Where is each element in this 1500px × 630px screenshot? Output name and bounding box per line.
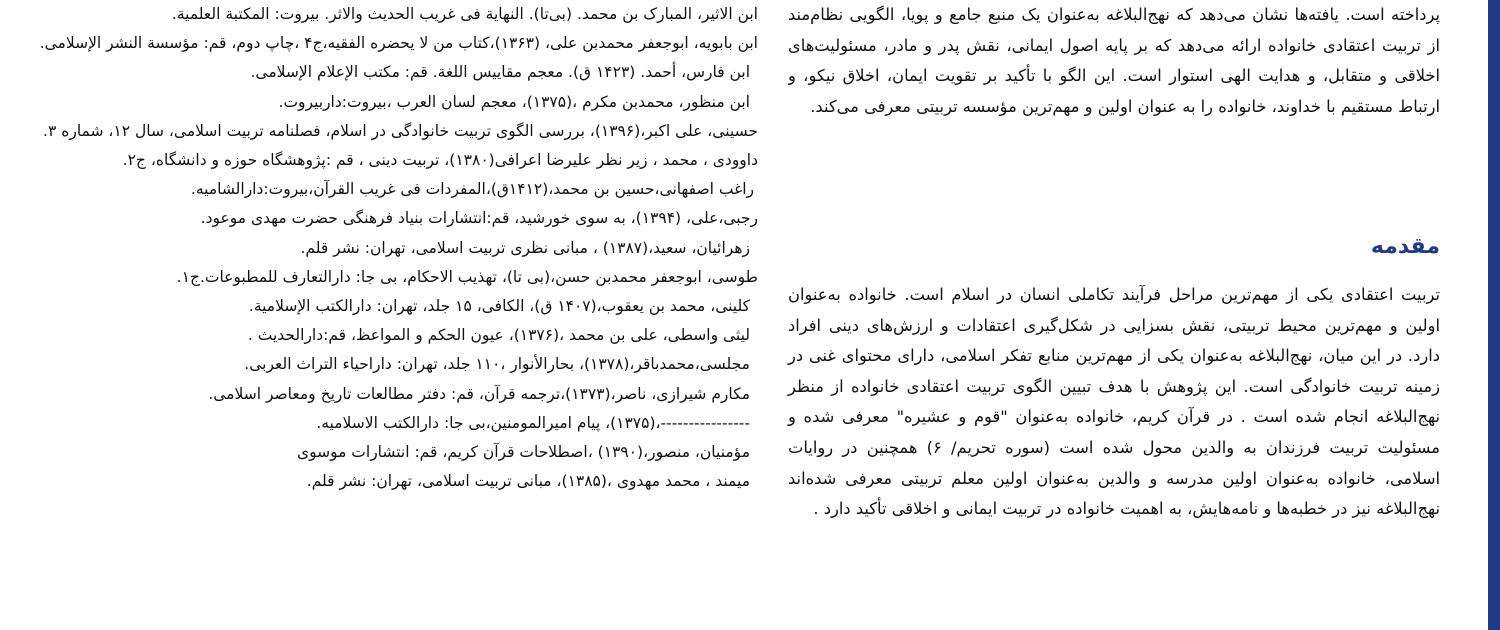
references-column <box>8 0 758 496</box>
reference-entry: لیثی واسطی، علی بن محمد ،(۱۳۷۶)، عیون الحکم و المواعظ، قم:دارالحدیث . <box>247 326 750 345</box>
reference-entry: ابن بابویه، ابوجعفر محمدبن علی، (۱۳۶۳)،کتاب من لا یحضره الفقیه،ج۴ ،چاپ دوم، قم: مؤسسة النشر الإسلامی. <box>39 34 758 53</box>
reference-entry: حسینی، علی اکبر،(۱۳۹۶)، بررسی الگوی تربیت خانوادگی در اسلام، فصلنامه تربیت اسلامی، سال ۱۲، شماره ۳. <box>43 121 758 140</box>
reference-entry: راغب اصفهانی،حسین بن محمد،(۱۴۱۲ق)،المفردات فی غریب القرآن،بیروت:دارالشامیه. <box>190 180 754 199</box>
abstract-text: پرداخته است. یافته‌ها نشان می‌دهد که نهج‌البلاغه به‌عنوان یک منبع جامع و پویا، الگویی نظام‌مند از تربیت اعتقادی خانواده ارائه می‌دهد که بر پایه اصول ایمانی، نقش پدر و مادر، مسئولیت‌های اخلاقی و متقابل، و هدایت الهی استوار است. این الگو با تأکید بر تقویت ایمان، اخلاق نیکو، و ارتباط مستقیم با خداوند، خانواده را به عنوان اولین و مهم‌ترین مؤسسه تربیتی معرفی می‌کند. <box>788 5 1440 116</box>
reference-entry: رجبی،علی، (۱۳۹۴)، به سوی خورشید، قم:انتشارات بنیاد فرهنگی حضرت مهدی موعود. <box>200 209 758 228</box>
reference-entry: ابن فارس، أحمد. (۱۴۲۳ ق). معجم مقاییس اللغة. قم: مکتب الإعلام الإسلامی. <box>250 63 750 82</box>
reference-entry: میمند ، محمد مهدوی ،(۱۳۸۵)، مبانی تربیت اسلامی، تهران: نشر قلم. <box>306 472 750 491</box>
reference-entry: طوسی، ابوجعفر محمدبن حسن،(بی تا)، تهذیب الاحکام، بی جا: دارالتعارف للمطبوعات.ج۱. <box>176 267 758 286</box>
introduction-paragraph: تربیت اعتقادی یکی از مهم‌ترین مراحل فرآیند تکاملی انسان در اسلام است. خانواده به‌عنوان اولین و مهم‌ترین محیط تربیتی، نقش بسزایی در شکل‌گیری اعتقادات و ارزش‌های دینی افراد دارد. در این میان، نهج‌البلاغه به‌عنوان یکی از مهم‌ترین منابع تفکر اسلامی، دارای محتوای غنی در زمینه تربیت خانوادگی است. این پژوهش با هدف تبیین الگوی تربیت اعتقادی خانواده از منظر نهج‌البلاغه انجام شده است . در قرآن کریم، خانواده به‌عنوان "قوم و عشیره" معرفی شده و مسئولیت تربیت فرزندان به والدین محول شده است (سوره تحریم/ ۶) همچنین در روایات اسلامی، خانواده به‌عنوان اولین مدرسه و والدین به‌عنوان اولین معلم تربیتی معرفی شده‌اند نهج‌البلاغه نیز در خطبه‌ها و نامه‌هایش، به اهمیت خانواده در تربیت ایمانی و اخلاقی تأکید دارد . <box>788 285 1440 519</box>
section-heading-introduction: مقدمه <box>1370 234 1440 259</box>
abstract-section <box>788 0 1440 211</box>
reference-entry: کلینی، محمد بن یعقوب،(۱۴۰۷ ق)، الکافی، ۱۵ جلد، تهران: دارالکتب الإسلامیة. <box>248 297 750 316</box>
reference-entry: مکارم شیرازی، ناصر،(۱۳۷۳)،ترجمه قرآن، قم: دفتر مطالعات تاریخ ومعاصر اسلامی. <box>208 384 750 403</box>
reference-entry: داوودی ، محمد ، زیر نظر علیرضا اعرافی(۱۳۸۰)، تربیت دینی ، قم :پژوهشگاه حوزه و دانشگاه، ج۲. <box>122 151 758 170</box>
reference-entry: مؤمنیان، منصور،(۱۳۹۰) ،اصطلاحات قرآن کریم، قم: انتشارات موسوی <box>296 443 750 462</box>
body-column <box>788 0 1440 525</box>
reference-entry: ابن الاثیر، المبارک بن محمد. (بی‌تا). النهایة فی غریب الحدیث والاثر. بیروت: المکتبة العلمیة. <box>171 5 758 23</box>
reference-entry: زهرائیان، سعید،(۱۳۸۷) ، مبانی نظری تربیت اسلامی، تهران: نشر قلم. <box>300 238 750 257</box>
reference-entry: ----------------،(۱۳۷۵)، پیام امیرالمومنین،بی جا: دارالکتب الاسلامیه. <box>316 413 750 432</box>
reference-entry: ابن منظور، محمدبن مکرم ،(۱۳۷۵)، معجم لسان العرب ،بیروت:داربیروت. <box>278 92 750 111</box>
page-edge-border <box>1488 0 1500 630</box>
reference-entry: مجلسی،محمدباقر،(۱۳۷۸)، بحارالأنوار ،۱۱۰ جلد، تهران: داراحیاء التراث العربی. <box>244 355 750 374</box>
